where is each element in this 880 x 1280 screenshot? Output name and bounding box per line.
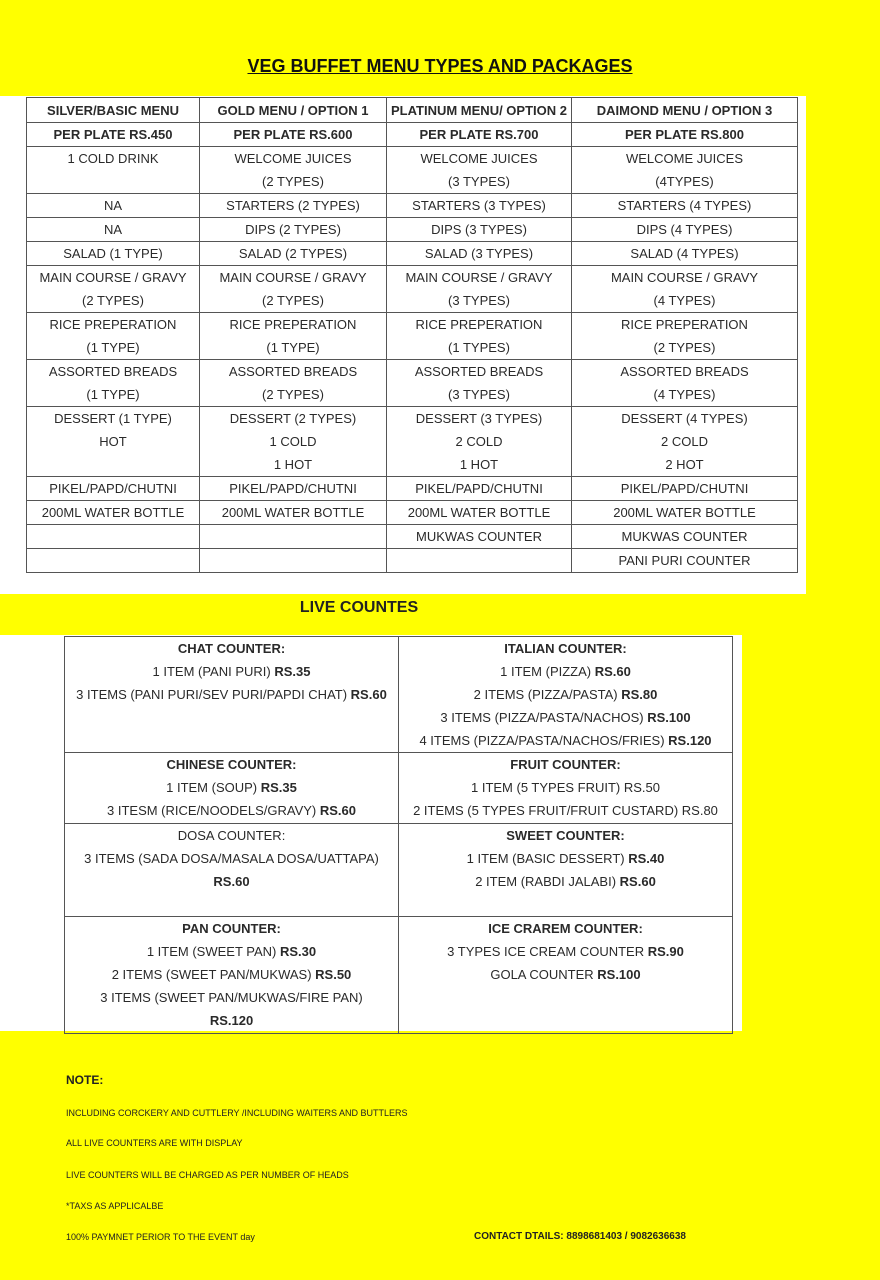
- counter-item-price: RS.80: [621, 687, 658, 702]
- counter-item-price: RS.35: [260, 780, 297, 795]
- package-cell-diamond: WELCOME JUICES (4TYPES): [572, 147, 798, 194]
- package-cell-silver: NA: [27, 218, 200, 242]
- counter-item-text: 3 ITEMS (SWEET PAN/MUKWAS/FIRE PAN): [100, 990, 363, 1005]
- counter-title: SWEET COUNTER:: [506, 828, 625, 843]
- counter-item-price: RS.60: [319, 803, 356, 818]
- counter-item: [401, 940, 730, 963]
- counter-title: CHAT COUNTER:: [177, 641, 286, 656]
- counter-item: [401, 729, 730, 752]
- package-row: [27, 407, 798, 477]
- live-counter-cell: [65, 753, 399, 824]
- package-cell-platinum: 200ML WATER BOTTLE: [387, 501, 572, 525]
- counter-item-text: 4 ITEMS (PIZZA/PASTA/NACHOS/FRIES): [419, 733, 669, 748]
- package-cell-gold: MAIN COURSE / GRAVY (2 TYPES): [200, 266, 387, 313]
- package-cell-gold: 200ML WATER BOTTLE: [200, 501, 387, 525]
- counter-item-text: 1 ITEM (SWEET PAN): [146, 944, 280, 959]
- counter-item: [67, 776, 396, 799]
- live-counter-row: [65, 824, 733, 917]
- live-counter-rows: [65, 637, 733, 1034]
- package-cell-silver: SALAD (1 TYPE): [27, 242, 200, 266]
- package-row: [27, 501, 798, 525]
- package-cell-diamond: ASSORTED BREADS (4 TYPES): [572, 360, 798, 407]
- package-cell-silver: ASSORTED BREADS (1 TYPE): [27, 360, 200, 407]
- counter-title: ICE CRAREM COUNTER:: [488, 921, 643, 936]
- counter-item-price: RS.60: [350, 687, 387, 702]
- counter-item: [401, 799, 730, 822]
- package-cell-silver: 1 COLD DRINK: [27, 147, 200, 194]
- counter-item-text: 1 ITEM (BASIC DESSERT): [466, 851, 629, 866]
- counter-item: [67, 683, 396, 706]
- header-silver: SILVER/BASIC MENU: [27, 98, 200, 123]
- counter-item-text: 2 ITEMS (SWEET PAN/MUKWAS): [111, 967, 316, 982]
- package-row: [27, 266, 798, 313]
- live-counter-cell: [65, 917, 399, 1034]
- counter-item: [67, 847, 396, 870]
- live-counter-row: [65, 637, 733, 753]
- counter-item-price: RS.60: [594, 664, 631, 679]
- note-line: INCLUDING CORCKERY AND CUTTLERY /INCLUDING WAITERS AND BUTTLERS: [66, 1108, 408, 1118]
- package-row: [27, 525, 798, 549]
- package-cell-platinum: PIKEL/PAPD/CHUTNI: [387, 477, 572, 501]
- counter-item-price: RS.30: [280, 944, 317, 959]
- live-counters-table: [64, 636, 733, 1034]
- package-cell-diamond: DESSERT (4 TYPES) 2 COLD 2 HOT: [572, 407, 798, 477]
- counter-item: [401, 776, 730, 799]
- package-row: [27, 360, 798, 407]
- package-cell-platinum: MAIN COURSE / GRAVY (3 TYPES): [387, 266, 572, 313]
- package-row: [27, 477, 798, 501]
- package-row: [27, 313, 798, 360]
- package-cell-silver: RICE PREPERATION (1 TYPE): [27, 313, 200, 360]
- package-cell-platinum: DIPS (3 TYPES): [387, 218, 572, 242]
- package-cell-gold: [200, 549, 387, 573]
- counter-item: [401, 683, 730, 706]
- counter-item-text: 1 ITEM (5 TYPES FRUIT) RS.50: [470, 780, 661, 795]
- package-cell-platinum: RICE PREPERATION (1 TYPES): [387, 313, 572, 360]
- counter-item: [401, 706, 730, 729]
- package-cell-gold: [200, 525, 387, 549]
- counter-item-price: RS.60: [619, 874, 656, 889]
- package-cell-diamond: SALAD (4 TYPES): [572, 242, 798, 266]
- live-counter-cell: [399, 824, 733, 917]
- package-cell-gold: WELCOME JUICES (2 TYPES): [200, 147, 387, 194]
- package-cell-platinum: PER PLATE RS.700: [387, 123, 572, 147]
- package-cell-platinum: STARTERS (3 TYPES): [387, 194, 572, 218]
- counter-item-price: RS.100: [597, 967, 641, 982]
- counter-item-price: RS.120: [209, 1013, 254, 1028]
- counter-item: [67, 940, 396, 963]
- note-line: *TAXS AS APPLICALBE: [66, 1201, 164, 1211]
- package-cell-gold: PIKEL/PAPD/CHUTNI: [200, 477, 387, 501]
- counter-item: [67, 870, 396, 893]
- package-cell-platinum: WELCOME JUICES (3 TYPES): [387, 147, 572, 194]
- package-row: [27, 194, 798, 218]
- counter-title: ITALIAN COUNTER:: [504, 641, 627, 656]
- package-row: [27, 218, 798, 242]
- counter-item-text: 3 TYPES ICE CREAM COUNTER: [447, 944, 648, 959]
- counter-item-text: GOLA COUNTER: [490, 967, 598, 982]
- counter-item-text: 3 ITESM (RICE/NOODELS/GRAVY): [107, 803, 320, 818]
- counter-item-text: 2 ITEMS (PIZZA/PASTA): [473, 687, 622, 702]
- live-counter-cell: [65, 824, 399, 917]
- counter-item: [67, 986, 396, 1009]
- counter-item: [67, 1009, 396, 1032]
- counter-item: [401, 847, 730, 870]
- live-counter-cell: [399, 753, 733, 824]
- package-header-row: [27, 98, 798, 123]
- header-platinum: PLATINUM MENU/ OPTION 2: [387, 98, 572, 123]
- counter-item: [401, 660, 730, 683]
- package-row: [27, 147, 798, 194]
- package-cell-silver: DESSERT (1 TYPE) HOT: [27, 407, 200, 477]
- package-cell-diamond: 200ML WATER BOTTLE: [572, 501, 798, 525]
- counter-title: PAN COUNTER:: [182, 921, 281, 936]
- package-row: [27, 242, 798, 266]
- counter-item-text: 1 ITEM (SOUP): [166, 780, 261, 795]
- counter-item-text: 3 ITEMS (SADA DOSA/MASALA DOSA/UATTAPA): [84, 851, 379, 866]
- package-cell-diamond: DIPS (4 TYPES): [572, 218, 798, 242]
- contact-details: CONTACT DTAILS: 8898681403 / 9082636638: [474, 1231, 686, 1242]
- counter-item-text: 2 ITEMS (5 TYPES FRUIT/FRUIT CUSTARD) RS.80: [413, 803, 718, 818]
- package-cell-gold: DIPS (2 TYPES): [200, 218, 387, 242]
- live-counter-cell: [399, 637, 733, 753]
- note-line: ALL LIVE COUNTERS ARE WITH DISPLAY: [66, 1138, 243, 1148]
- package-row: [27, 549, 798, 573]
- live-counter-cell: [65, 637, 399, 753]
- counter-item-price: RS.100: [647, 710, 691, 725]
- package-table: [26, 97, 798, 573]
- counter-item-price: RS.90: [647, 944, 684, 959]
- package-cell-silver: [27, 549, 200, 573]
- package-cell-silver: [27, 525, 200, 549]
- counter-title: CHINESE COUNTER:: [166, 757, 297, 772]
- header-diamond: DAIMOND MENU / OPTION 3: [572, 98, 798, 123]
- counter-item-price: RS.50: [315, 967, 352, 982]
- counter-item-text: 3 ITEMS (PIZZA/PASTA/NACHOS): [440, 710, 648, 725]
- counter-item: [401, 963, 730, 986]
- package-cell-gold: STARTERS (2 TYPES): [200, 194, 387, 218]
- live-counter-cell: [399, 917, 733, 1034]
- counter-title: DOSA COUNTER:: [177, 828, 286, 843]
- package-cell-gold: ASSORTED BREADS (2 TYPES): [200, 360, 387, 407]
- package-cell-gold: DESSERT (2 TYPES) 1 COLD 1 HOT: [200, 407, 387, 477]
- note-line: 100% PAYMNET PERIOR TO THE EVENT day: [66, 1232, 255, 1242]
- package-cell-gold: PER PLATE RS.600: [200, 123, 387, 147]
- note-line: LIVE COUNTERS WILL BE CHARGED AS PER NUMBER OF HEADS: [66, 1170, 349, 1180]
- counter-item-price: RS.120: [668, 733, 712, 748]
- package-cell-gold: RICE PREPERATION (1 TYPE): [200, 313, 387, 360]
- counter-item-price: RS.40: [628, 851, 665, 866]
- counter-title: FRUIT COUNTER:: [510, 757, 621, 772]
- counter-item: [67, 660, 396, 683]
- note-title: NOTE:: [66, 1073, 104, 1087]
- header-gold: GOLD MENU / OPTION 1: [200, 98, 387, 123]
- package-cell-diamond: PER PLATE RS.800: [572, 123, 798, 147]
- package-cell-platinum: [387, 549, 572, 573]
- counter-item-text: 3 ITEMS (PANI PURI/SEV PURI/PAPDI CHAT): [76, 687, 351, 702]
- package-cell-silver: 200ML WATER BOTTLE: [27, 501, 200, 525]
- package-cell-silver: MAIN COURSE / GRAVY (2 TYPES): [27, 266, 200, 313]
- package-cell-diamond: MUKWAS COUNTER: [572, 525, 798, 549]
- page-title: VEG BUFFET MENU TYPES AND PACKAGES: [247, 56, 633, 76]
- package-cell-silver: PER PLATE RS.450: [27, 123, 200, 147]
- counter-item-price: RS.60: [213, 874, 250, 889]
- live-counters-title: LIVE COUNTES: [299, 599, 419, 616]
- package-rows: [27, 123, 798, 573]
- counter-item-text: 1 ITEM (PANI PURI): [152, 664, 275, 679]
- package-cell-diamond: PANI PURI COUNTER: [572, 549, 798, 573]
- counter-item-text: 2 ITEM (RABDI JALABI): [475, 874, 620, 889]
- counter-item: [67, 799, 396, 822]
- counter-item: [401, 870, 730, 893]
- package-cell-silver: PIKEL/PAPD/CHUTNI: [27, 477, 200, 501]
- package-row: [27, 123, 798, 147]
- package-cell-diamond: PIKEL/PAPD/CHUTNI: [572, 477, 798, 501]
- package-cell-platinum: SALAD (3 TYPES): [387, 242, 572, 266]
- counter-item: [67, 963, 396, 986]
- live-counter-row: [65, 753, 733, 824]
- package-cell-platinum: DESSERT (3 TYPES) 2 COLD 1 HOT: [387, 407, 572, 477]
- package-cell-diamond: STARTERS (4 TYPES): [572, 194, 798, 218]
- counter-item-price: RS.35: [274, 664, 311, 679]
- package-cell-platinum: MUKWAS COUNTER: [387, 525, 572, 549]
- counter-item-text: 1 ITEM (PIZZA): [500, 664, 595, 679]
- live-counter-row: [65, 917, 733, 1034]
- package-cell-silver: NA: [27, 194, 200, 218]
- package-cell-platinum: ASSORTED BREADS (3 TYPES): [387, 360, 572, 407]
- package-cell-gold: SALAD (2 TYPES): [200, 242, 387, 266]
- package-cell-diamond: RICE PREPERATION (2 TYPES): [572, 313, 798, 360]
- package-cell-diamond: MAIN COURSE / GRAVY (4 TYPES): [572, 266, 798, 313]
